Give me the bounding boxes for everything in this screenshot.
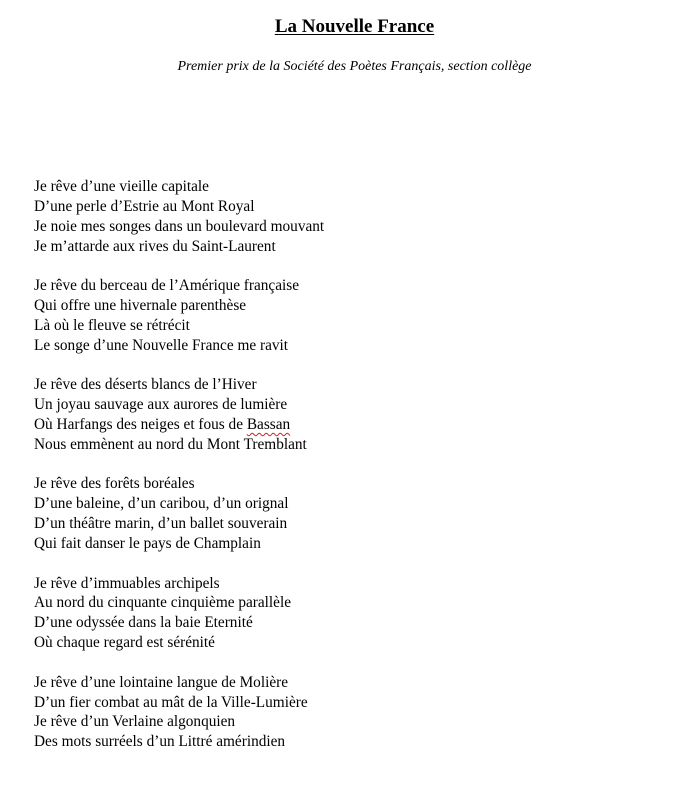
poem-line: Je rêve des forêts boréales xyxy=(34,475,195,493)
stanza-5 xyxy=(34,574,654,654)
poem-line: Je rêve d’un Verlaine algonquien xyxy=(34,713,236,731)
poem-line xyxy=(34,415,654,435)
poem-line: Je rêve du berceau de l’Amérique française xyxy=(34,277,299,295)
poem-line: Au nord du cinquante cinquième parallèle xyxy=(34,594,291,612)
poem-line: Le songe d’une Nouvelle France me ravit xyxy=(34,336,289,354)
poem-line: D’un fier combat au mât de la Ville-Lumière xyxy=(34,693,308,711)
spellcheck-flagged-word[interactable]: Bassan xyxy=(246,416,291,434)
poem-line: Là où le fleuve se rétrécit xyxy=(34,316,190,334)
poem-line: Qui offre une hivernale parenthèse xyxy=(34,297,247,315)
poem-line: Un joyau sauvage aux aurores de lumière xyxy=(34,396,288,414)
poem-line: Nous emmènent au nord du Mont Tremblant xyxy=(34,435,307,453)
poem-line: D’une odyssée dans la baie Eternité xyxy=(34,614,253,632)
poem-line: Des mots surréels d’un Littré amérindien xyxy=(34,733,286,751)
stanza-4 xyxy=(34,474,654,554)
poem-line: Je m’attarde aux rives du Saint-Laurent xyxy=(34,237,276,255)
document-title: La Nouvelle France xyxy=(274,16,435,37)
poem-line: Je rêve des déserts blancs de l’Hiver xyxy=(34,376,257,394)
poem-line: Qui fait danser le pays de Champlain xyxy=(34,535,261,553)
stanza-3 xyxy=(34,375,654,455)
document-subtitle: Premier prix de la Société des Poètes Français, section collège xyxy=(177,59,532,74)
poem-line: Je rêve d’une lointaine langue de Molière xyxy=(34,673,288,691)
poem-line: D’un théâtre marin, d’un ballet souverain xyxy=(34,515,288,533)
poem-line-text: Où Harfangs des neiges et fous de xyxy=(34,416,243,434)
stanza-6 xyxy=(34,673,654,753)
poem-line: Je rêve d’une vieille capitale xyxy=(34,178,209,195)
stanza-2 xyxy=(34,276,654,356)
stanza-1 xyxy=(34,177,654,257)
poem-line: Je rêve d’immuables archipels xyxy=(34,574,220,592)
poem-line: D’une perle d’Estrie au Mont Royal xyxy=(34,197,255,215)
poem-line: D’une baleine, d’un caribou, d’un orignal xyxy=(34,495,289,513)
poem-line: Je noie mes songes dans un boulevard mouvant xyxy=(34,217,325,235)
poem-body xyxy=(34,177,654,772)
poem-line: Où chaque regard est sérénité xyxy=(34,634,215,652)
